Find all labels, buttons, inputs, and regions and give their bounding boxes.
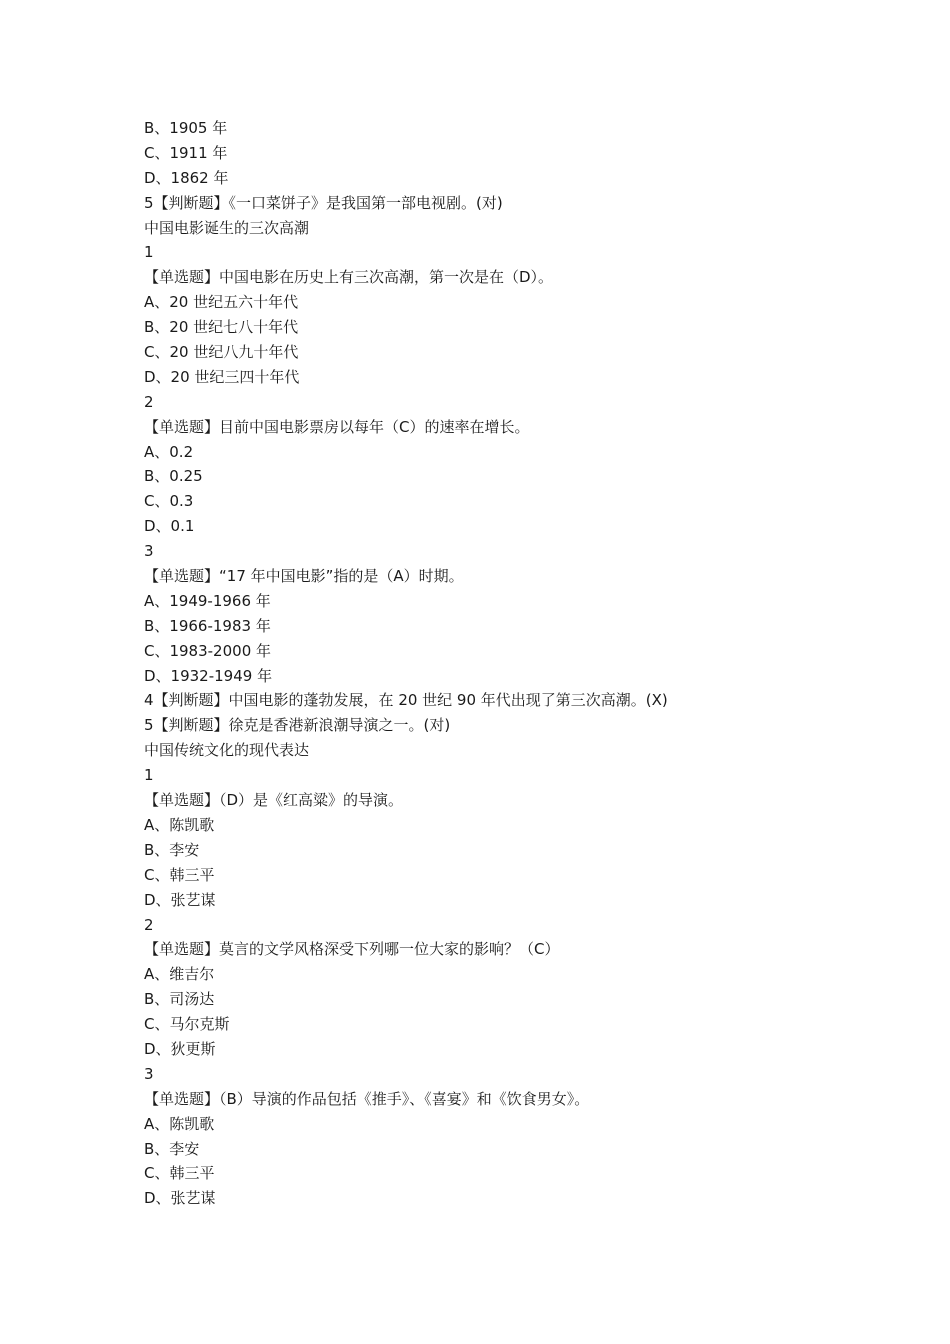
option-line: B、20 世纪七八十年代 (144, 318, 299, 337)
option-line: C、1911 年 (144, 143, 228, 162)
option-line: C、20 世纪八九十年代 (144, 343, 299, 362)
question-number: 2 (144, 392, 154, 411)
option-line: B、1966-1983 年 (144, 616, 271, 635)
option-line: D、张艺谋 (144, 1189, 216, 1208)
option-line: B、司汤达 (144, 990, 215, 1009)
option-line: B、1905 年 (144, 119, 228, 137)
option-line: C、韩三平 (144, 1164, 215, 1183)
option-line: A、1949-1966 年 (144, 591, 271, 610)
question-number: 3 (144, 542, 154, 561)
question-number: 2 (144, 915, 154, 934)
judgment-question: 5【判断题】徐克是香港新浪潮导演之一。(对) (144, 716, 451, 735)
option-line: D、1932-1949 年 (144, 666, 273, 685)
single-choice-question: 【单选题】目前中国电影票房以每年（C）的速率在增长。 (144, 417, 530, 436)
document-content (144, 116, 864, 1211)
option-line: A、陈凯歌 (144, 815, 215, 834)
single-choice-question: 【单选题】“17 年中国电影”指的是（A）时期。 (144, 567, 464, 586)
single-choice-question: 【单选题】（B）导演的作品包括《推手》、《喜宴》和《饮食男女》。 (144, 1089, 590, 1108)
option-line: B、李安 (144, 840, 200, 859)
option-line: C、韩三平 (144, 865, 215, 884)
option-line: D、20 世纪三四十年代 (144, 367, 300, 386)
question-number: 1 (144, 766, 154, 785)
section-heading: 中国传统文化的现代表达 (144, 741, 310, 760)
question-number: 3 (144, 1064, 154, 1083)
option-line: A、0.2 (144, 442, 194, 461)
single-choice-question: 【单选题】中国电影在历史上有三次高潮，第一次是在（D）。 (144, 268, 554, 287)
option-line: D、0.1 (144, 517, 195, 536)
option-line: D、张艺谋 (144, 890, 216, 909)
single-choice-question: 【单选题】莫言的文学风格深受下列哪一位大家的影响？（C） (144, 940, 560, 959)
option-line: A、陈凯歌 (144, 1114, 215, 1133)
single-choice-question: 【单选题】（D）是《红高粱》的导演。 (144, 791, 404, 810)
option-line: A、维吉尔 (144, 965, 215, 984)
option-line: B、0.25 (144, 467, 203, 486)
option-line: C、0.3 (144, 492, 194, 511)
option-line: D、狄更斯 (144, 1039, 216, 1058)
judgment-question: 4【判断题】中国电影的蓬勃发展，在 20 世纪 90 年代出现了第三次高潮。(X) (144, 691, 668, 710)
option-line: C、马尔克斯 (144, 1015, 230, 1034)
option-line: B、李安 (144, 1139, 200, 1158)
option-line: C、1983-2000 年 (144, 641, 272, 660)
option-line: A、20 世纪五六十年代 (144, 293, 299, 312)
section-heading: 中国电影诞生的三次高潮 (144, 218, 310, 237)
judgment-question: 5【判断题】《一口菜饼子》是我国第一部电视剧。(对) (144, 193, 503, 212)
question-number: 1 (144, 243, 154, 262)
option-line: D、1862 年 (144, 168, 229, 187)
